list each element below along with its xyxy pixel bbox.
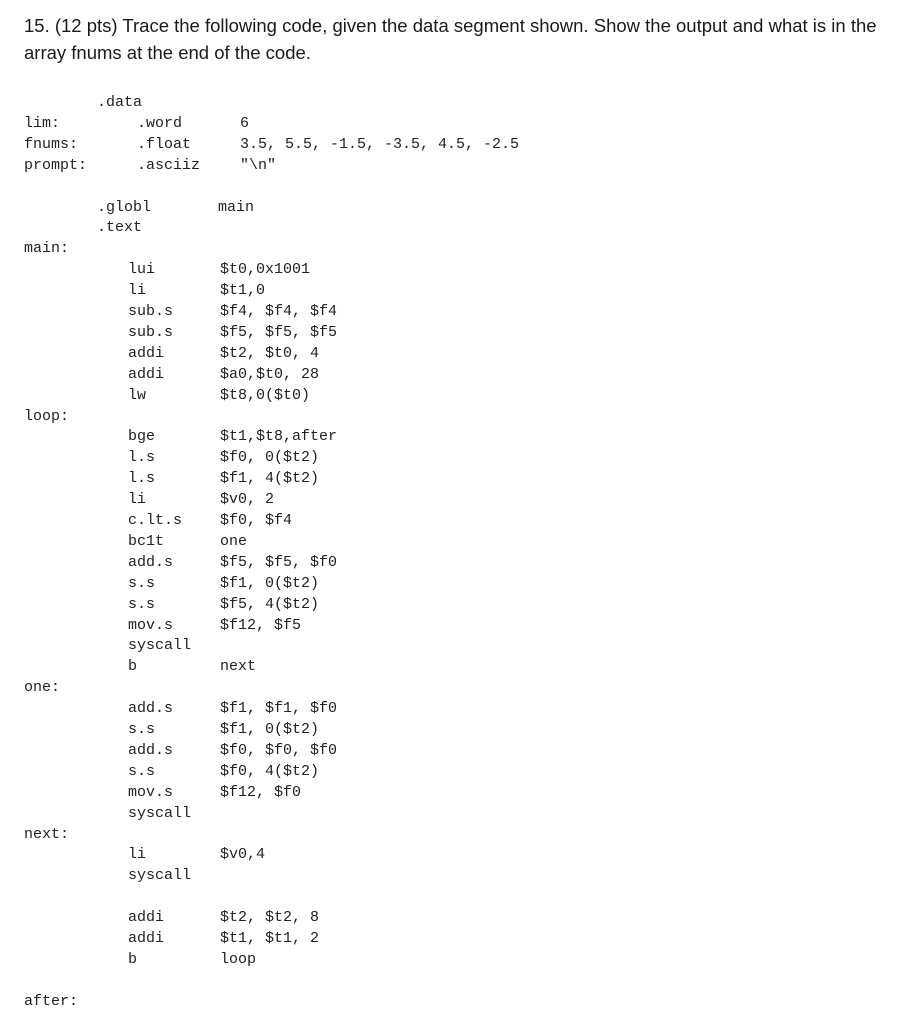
code-args: 3.5, 5.5, -1.5, -3.5, 4.5, -2.5 <box>240 135 520 153</box>
code-line <box>0 740 600 761</box>
code-op: bge <box>128 428 156 446</box>
code-line <box>0 719 600 740</box>
code-args: $t8,0($t0) <box>220 386 311 404</box>
code-op: li <box>128 846 147 864</box>
code-line <box>0 406 600 427</box>
code-line <box>0 217 600 238</box>
code-line <box>0 782 600 803</box>
code-line <box>0 322 600 343</box>
code-line <box>0 949 600 970</box>
code-args: $f0, $f0, $f0 <box>220 741 338 759</box>
code-label: loop: <box>24 407 70 425</box>
code-label: lim: <box>24 114 61 132</box>
code-line <box>0 698 600 719</box>
code-label: prompt: <box>24 156 88 174</box>
code-line <box>0 385 600 406</box>
code-line <box>0 573 600 594</box>
code-label: one: <box>24 679 61 697</box>
code-line <box>0 970 600 991</box>
code-line <box>0 259 600 280</box>
code-args: $f12, $f0 <box>220 783 302 801</box>
code-op: addi <box>128 365 165 383</box>
code-args: "\n" <box>240 156 277 174</box>
code-op: add.s <box>128 553 174 571</box>
code-args: $f0, 4($t2) <box>220 762 320 780</box>
code-line <box>0 238 600 259</box>
code-args: $f0, $f4 <box>220 512 293 529</box>
code-op: li <box>128 282 147 300</box>
code-op: .word <box>137 114 183 132</box>
code-op: b <box>128 950 138 968</box>
code-args: loop <box>220 950 257 968</box>
code-args: $t0,0x1001 <box>220 261 311 279</box>
code-op: .text <box>97 219 143 237</box>
code-args: $t1,0 <box>220 282 266 300</box>
code-args: $a0,$t0, 28 <box>220 365 320 383</box>
code-args: $t1,$t8,after <box>220 428 338 446</box>
code-args: $f0, 0($t2) <box>220 449 320 467</box>
code-line <box>0 615 600 636</box>
code-args: one <box>220 532 248 550</box>
code-line <box>0 928 600 949</box>
question-text: 15. (12 pts) Trace the following code, given the data segment shown. Show the output and what is in the array fnums at the end of the code. <box>24 15 877 63</box>
code-line <box>0 155 600 176</box>
code-line <box>0 844 600 865</box>
code-line <box>0 343 600 364</box>
code-op: sub.s <box>128 323 174 341</box>
code-line <box>0 656 600 677</box>
code-label: next: <box>24 825 70 843</box>
code-op: s.s <box>128 721 156 738</box>
code-args: main <box>218 198 255 216</box>
code-op: mov.s <box>128 783 174 801</box>
code-args: $f5, $f5, $f0 <box>220 553 338 571</box>
code-op: syscall <box>128 804 192 822</box>
code-label: after: <box>24 992 79 1010</box>
code-label: main: <box>24 240 70 258</box>
code-args: $f5, 4($t2) <box>220 595 320 613</box>
code-op: .float <box>137 135 192 153</box>
code-op: mov.s <box>128 616 174 634</box>
code-line <box>0 635 600 656</box>
code-line <box>0 134 600 155</box>
code-args: $f4, $f4, $f4 <box>220 303 338 320</box>
code-op: syscall <box>128 637 192 655</box>
code-line <box>0 364 600 385</box>
code-line <box>0 803 600 824</box>
code-op: addi <box>128 909 165 927</box>
code-line <box>0 531 600 552</box>
code-args: $f5, $f5, $f5 <box>220 323 338 341</box>
code-line <box>0 280 600 301</box>
code-label: fnums: <box>24 135 79 153</box>
code-op: lui <box>128 261 156 279</box>
code-args: 6 <box>240 114 250 132</box>
code-args: $f12, $f5 <box>220 616 302 634</box>
code-args: next <box>220 658 257 676</box>
code-line <box>0 907 600 928</box>
code-op: syscall <box>128 867 192 885</box>
code-args: $v0, 2 <box>220 491 275 509</box>
code-op: s.s <box>128 595 156 613</box>
code-line <box>0 510 600 531</box>
code-line <box>0 761 600 782</box>
code-op: .globl <box>97 198 152 216</box>
code-line <box>0 865 600 886</box>
code-op: s.s <box>128 762 156 780</box>
code-line <box>0 92 600 113</box>
code-op: l.s <box>128 449 156 467</box>
code-line <box>0 197 600 218</box>
code-args: $t2, $t2, 8 <box>220 909 320 927</box>
code-op: .data <box>97 94 143 111</box>
code-args: $f1, $f1, $f0 <box>220 700 338 718</box>
code-line <box>0 677 600 698</box>
code-line <box>0 991 600 1012</box>
code-op: sub.s <box>128 303 174 320</box>
code-op: c.lt.s <box>128 512 183 529</box>
code-line <box>0 301 600 322</box>
code-op: .asciiz <box>137 156 201 174</box>
code-op: addi <box>128 344 165 362</box>
code-op: b <box>128 658 138 676</box>
code-line <box>0 468 600 489</box>
code-args: $f1, 0($t2) <box>220 574 320 592</box>
code-args: $f1, 4($t2) <box>220 470 320 488</box>
code-op: bc1t <box>128 532 165 550</box>
code-op: l.s <box>128 470 156 488</box>
code-op: add.s <box>128 700 174 718</box>
code-line <box>0 447 600 468</box>
code-args: $t1, $t1, 2 <box>220 930 320 947</box>
code-line <box>0 113 600 134</box>
code-args: $v0,4 <box>220 846 266 864</box>
code-op: s.s <box>128 574 156 592</box>
code-args: $t2, $t0, 4 <box>220 344 320 362</box>
code-op: lw <box>128 386 147 404</box>
code-line <box>0 824 600 845</box>
code-line <box>0 176 600 197</box>
code-op: addi <box>128 930 165 947</box>
code-line <box>0 886 600 907</box>
code-line <box>0 552 600 573</box>
code-line <box>0 594 600 615</box>
code-op: li <box>128 491 147 509</box>
code-line <box>0 426 600 447</box>
code-op: add.s <box>128 741 174 759</box>
code-args: $f1, 0($t2) <box>220 721 320 738</box>
code-line <box>0 489 600 510</box>
